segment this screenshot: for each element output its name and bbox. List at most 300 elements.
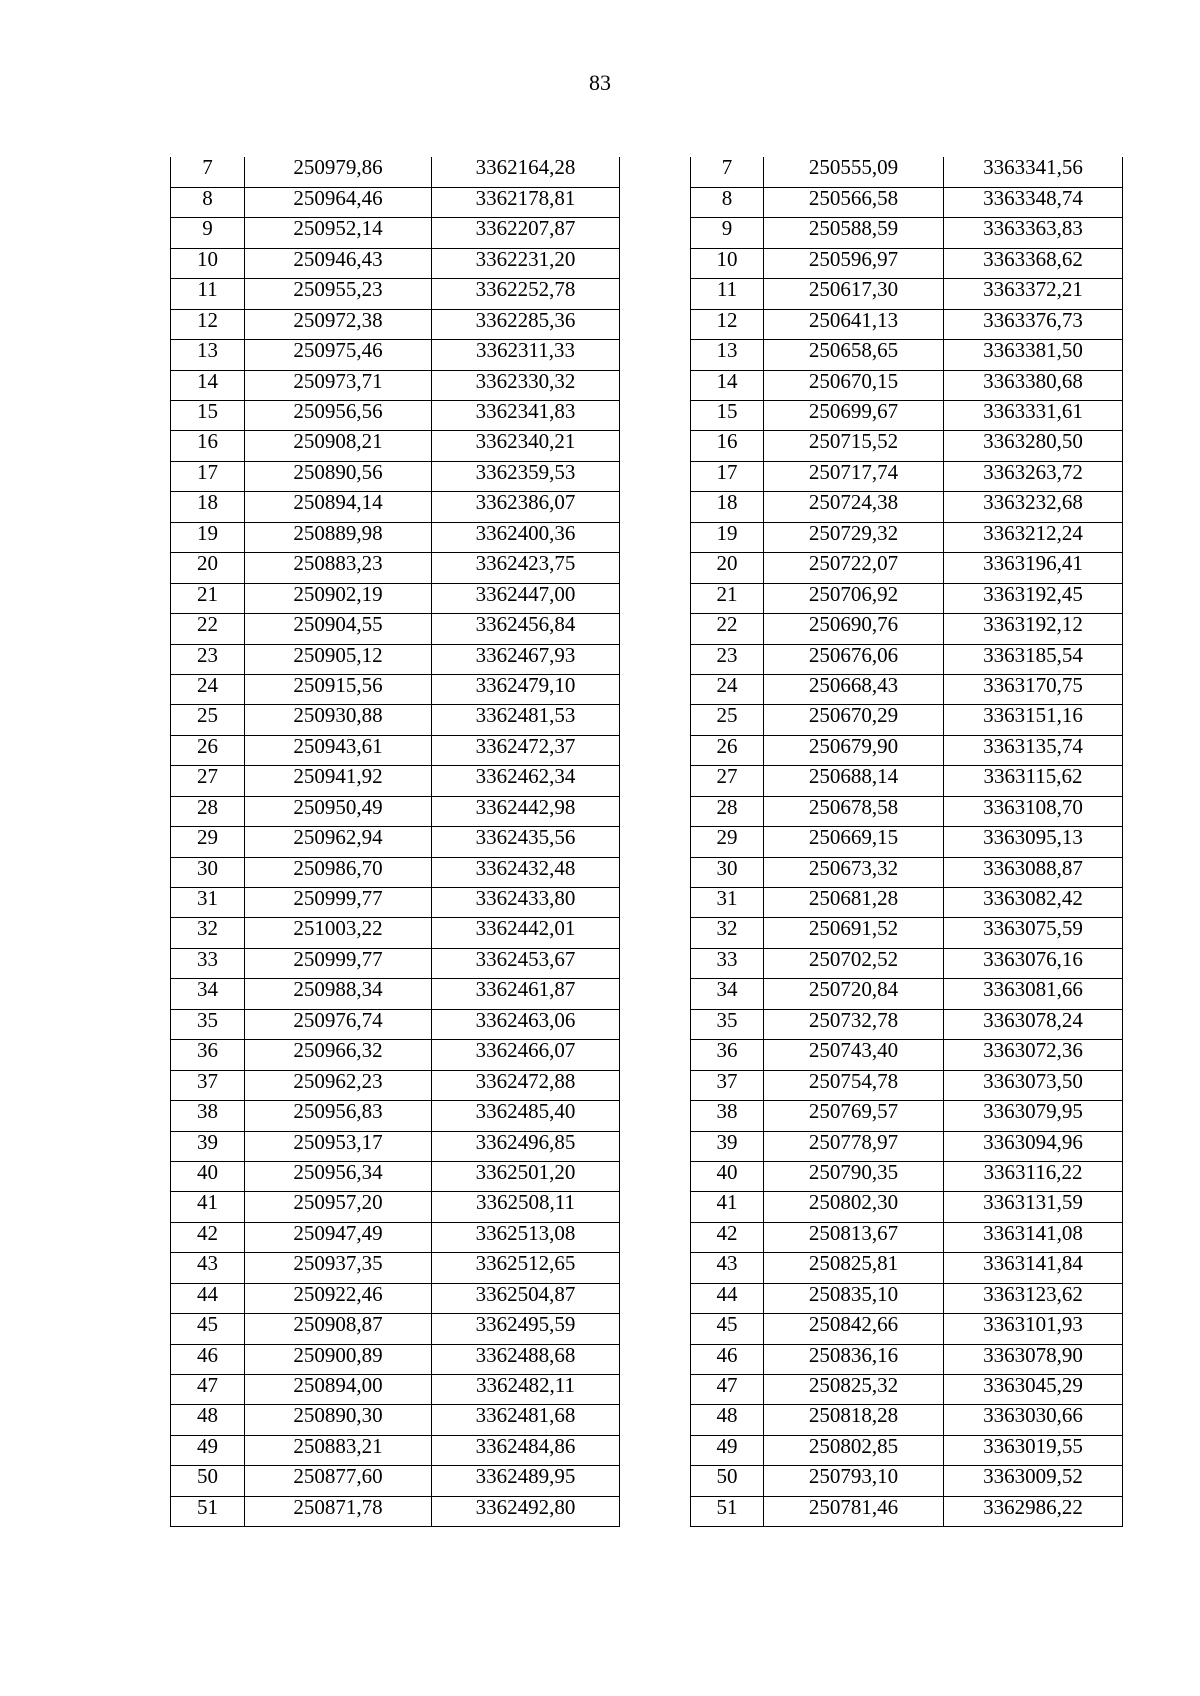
table-row <box>691 918 1123 948</box>
y-coordinate-cell: 3363030,66 <box>944 1405 1123 1435</box>
table-row <box>691 888 1123 918</box>
point-number-cell: 44 <box>171 1283 245 1313</box>
point-number-cell: 48 <box>691 1405 764 1435</box>
table-row <box>691 553 1123 583</box>
y-coordinate-cell: 3362340,21 <box>432 431 620 461</box>
point-number-cell: 46 <box>691 1344 764 1374</box>
y-coordinate-cell: 3362433,80 <box>432 888 620 918</box>
x-coordinate-cell: 250691,52 <box>764 918 944 948</box>
x-coordinate-cell: 250681,28 <box>764 888 944 918</box>
table-row <box>691 187 1123 217</box>
y-coordinate-cell: 3362467,93 <box>432 644 620 674</box>
point-number-cell: 49 <box>171 1435 245 1465</box>
point-number-cell: 25 <box>171 705 245 735</box>
x-coordinate-cell: 250953,17 <box>245 1131 432 1161</box>
table-row <box>171 1192 620 1222</box>
x-coordinate-cell: 250979,86 <box>245 157 432 187</box>
y-coordinate-cell: 3363348,74 <box>944 187 1123 217</box>
y-coordinate-cell: 3362341,83 <box>432 401 620 431</box>
table-row <box>171 827 620 857</box>
table-row <box>691 1283 1123 1313</box>
table-row <box>691 1070 1123 1100</box>
x-coordinate-cell: 250941,92 <box>245 766 432 796</box>
point-number-cell: 38 <box>691 1101 764 1131</box>
x-coordinate-cell: 250883,21 <box>245 1435 432 1465</box>
y-coordinate-cell: 3363081,66 <box>944 979 1123 1009</box>
coordinates-table-right-body <box>691 157 1123 1527</box>
point-number-cell: 26 <box>691 735 764 765</box>
x-coordinate-cell: 250894,14 <box>245 492 432 522</box>
table-row <box>691 1101 1123 1131</box>
x-coordinate-cell: 250957,20 <box>245 1192 432 1222</box>
point-number-cell: 8 <box>691 187 764 217</box>
x-coordinate-cell: 250717,74 <box>764 461 944 491</box>
y-coordinate-cell: 3363115,62 <box>944 766 1123 796</box>
x-coordinate-cell: 250955,23 <box>245 279 432 309</box>
point-number-cell: 28 <box>691 796 764 826</box>
y-coordinate-cell: 3362484,86 <box>432 1435 620 1465</box>
point-number-cell: 18 <box>691 492 764 522</box>
point-number-cell: 29 <box>691 827 764 857</box>
y-coordinate-cell: 3362252,78 <box>432 279 620 309</box>
point-number-cell: 29 <box>171 827 245 857</box>
table-row <box>691 1405 1123 1435</box>
y-coordinate-cell: 3363045,29 <box>944 1375 1123 1405</box>
x-coordinate-cell: 250976,74 <box>245 1009 432 1039</box>
x-coordinate-cell: 250975,46 <box>245 340 432 370</box>
table-row <box>691 431 1123 461</box>
x-coordinate-cell: 250673,32 <box>764 857 944 887</box>
table-row <box>691 1466 1123 1496</box>
x-coordinate-cell: 250679,90 <box>764 735 944 765</box>
y-coordinate-cell: 3363075,59 <box>944 918 1123 948</box>
table-row <box>171 979 620 1009</box>
point-number-cell: 40 <box>171 1161 245 1191</box>
x-coordinate-cell: 250986,70 <box>245 857 432 887</box>
table-row <box>691 1222 1123 1252</box>
point-number-cell: 10 <box>171 248 245 278</box>
page-number: 83 <box>589 70 611 95</box>
x-coordinate-cell: 250566,58 <box>764 187 944 217</box>
table-row <box>691 644 1123 674</box>
point-number-cell: 22 <box>691 614 764 644</box>
y-coordinate-cell: 3362492,80 <box>432 1496 620 1526</box>
y-coordinate-cell: 3363123,62 <box>944 1283 1123 1313</box>
point-number-cell: 42 <box>171 1222 245 1252</box>
table-row <box>171 796 620 826</box>
y-coordinate-cell: 3363076,16 <box>944 948 1123 978</box>
table-row <box>171 370 620 400</box>
x-coordinate-cell: 250905,12 <box>245 644 432 674</box>
y-coordinate-cell: 3362231,20 <box>432 248 620 278</box>
x-coordinate-cell: 250930,88 <box>245 705 432 735</box>
point-number-cell: 20 <box>691 553 764 583</box>
x-coordinate-cell: 250972,38 <box>245 309 432 339</box>
x-coordinate-cell: 250871,78 <box>245 1496 432 1526</box>
y-coordinate-cell: 3362485,40 <box>432 1101 620 1131</box>
x-coordinate-cell: 250706,92 <box>764 583 944 613</box>
point-number-cell: 32 <box>171 918 245 948</box>
table-row <box>171 1375 620 1405</box>
x-coordinate-cell: 250732,78 <box>764 1009 944 1039</box>
point-number-cell: 30 <box>691 857 764 887</box>
y-coordinate-cell: 3362504,87 <box>432 1283 620 1313</box>
table-row <box>171 431 620 461</box>
x-coordinate-cell: 250943,61 <box>245 735 432 765</box>
x-coordinate-cell: 251003,22 <box>245 918 432 948</box>
point-number-cell: 35 <box>171 1009 245 1039</box>
point-number-cell: 24 <box>691 674 764 704</box>
table-row <box>171 888 620 918</box>
x-coordinate-cell: 250836,16 <box>764 1344 944 1374</box>
table-row <box>171 644 620 674</box>
table-row <box>691 705 1123 735</box>
y-coordinate-cell: 3363263,72 <box>944 461 1123 491</box>
table-row <box>171 1070 620 1100</box>
y-coordinate-cell: 3363082,42 <box>944 888 1123 918</box>
x-coordinate-cell: 250668,43 <box>764 674 944 704</box>
point-number-cell: 23 <box>171 644 245 674</box>
x-coordinate-cell: 250778,97 <box>764 1131 944 1161</box>
x-coordinate-cell: 250956,83 <box>245 1101 432 1131</box>
table-row <box>171 674 620 704</box>
point-number-cell: 12 <box>691 309 764 339</box>
table-row <box>171 1466 620 1496</box>
table-row <box>691 401 1123 431</box>
point-number-cell: 24 <box>171 674 245 704</box>
point-number-cell: 32 <box>691 918 764 948</box>
table-row <box>691 1161 1123 1191</box>
point-number-cell: 36 <box>691 1040 764 1070</box>
y-coordinate-cell: 3363151,16 <box>944 705 1123 735</box>
table-row <box>691 827 1123 857</box>
table-row <box>171 1253 620 1283</box>
point-number-cell: 21 <box>691 583 764 613</box>
y-coordinate-cell: 3362481,53 <box>432 705 620 735</box>
table-row <box>171 553 620 583</box>
point-number-cell: 20 <box>171 553 245 583</box>
x-coordinate-cell: 250922,46 <box>245 1283 432 1313</box>
x-coordinate-cell: 250769,57 <box>764 1101 944 1131</box>
table-row <box>171 340 620 370</box>
y-coordinate-cell: 3362453,67 <box>432 948 620 978</box>
x-coordinate-cell: 250678,58 <box>764 796 944 826</box>
table-row <box>171 857 620 887</box>
table-row <box>171 522 620 552</box>
x-coordinate-cell: 250877,60 <box>245 1466 432 1496</box>
x-coordinate-cell: 250889,98 <box>245 522 432 552</box>
table-row <box>691 218 1123 248</box>
table-row <box>171 1131 620 1161</box>
y-coordinate-cell: 3362463,06 <box>432 1009 620 1039</box>
point-number-cell: 50 <box>691 1466 764 1496</box>
table-row <box>691 157 1123 187</box>
point-number-cell: 9 <box>691 218 764 248</box>
table-row <box>691 948 1123 978</box>
x-coordinate-cell: 250688,14 <box>764 766 944 796</box>
point-number-cell: 33 <box>171 948 245 978</box>
table-row <box>171 948 620 978</box>
table-row <box>171 492 620 522</box>
x-coordinate-cell: 250956,34 <box>245 1161 432 1191</box>
y-coordinate-cell: 3363019,55 <box>944 1435 1123 1465</box>
y-coordinate-cell: 3362472,88 <box>432 1070 620 1100</box>
point-number-cell: 19 <box>171 522 245 552</box>
point-number-cell: 8 <box>171 187 245 217</box>
point-number-cell: 41 <box>691 1192 764 1222</box>
table-row <box>691 1253 1123 1283</box>
x-coordinate-cell: 250842,66 <box>764 1314 944 1344</box>
y-coordinate-cell: 3363073,50 <box>944 1070 1123 1100</box>
x-coordinate-cell: 250676,06 <box>764 644 944 674</box>
point-number-cell: 22 <box>171 614 245 644</box>
x-coordinate-cell: 250900,89 <box>245 1344 432 1374</box>
point-number-cell: 28 <box>171 796 245 826</box>
x-coordinate-cell: 250781,46 <box>764 1496 944 1526</box>
y-coordinate-cell: 3362285,36 <box>432 309 620 339</box>
table-row <box>171 461 620 491</box>
y-coordinate-cell: 3362513,08 <box>432 1222 620 1252</box>
point-number-cell: 7 <box>691 157 764 187</box>
y-coordinate-cell: 3362512,65 <box>432 1253 620 1283</box>
point-number-cell: 11 <box>691 279 764 309</box>
y-coordinate-cell: 3363185,54 <box>944 644 1123 674</box>
y-coordinate-cell: 3362442,98 <box>432 796 620 826</box>
y-coordinate-cell: 3362462,34 <box>432 766 620 796</box>
x-coordinate-cell: 250894,00 <box>245 1375 432 1405</box>
point-number-cell: 14 <box>691 370 764 400</box>
table-row <box>691 1009 1123 1039</box>
y-coordinate-cell: 3363196,41 <box>944 553 1123 583</box>
y-coordinate-cell: 3363381,50 <box>944 340 1123 370</box>
y-coordinate-cell: 3362400,36 <box>432 522 620 552</box>
y-coordinate-cell: 3363372,21 <box>944 279 1123 309</box>
table-row <box>691 735 1123 765</box>
y-coordinate-cell: 3363170,75 <box>944 674 1123 704</box>
point-number-cell: 31 <box>691 888 764 918</box>
y-coordinate-cell: 3362986,22 <box>944 1496 1123 1526</box>
point-number-cell: 17 <box>171 461 245 491</box>
x-coordinate-cell: 250904,55 <box>245 614 432 644</box>
y-coordinate-cell: 3363131,59 <box>944 1192 1123 1222</box>
point-number-cell: 10 <box>691 248 764 278</box>
table-row <box>691 1344 1123 1374</box>
point-number-cell: 50 <box>171 1466 245 1496</box>
table-row <box>691 1040 1123 1070</box>
x-coordinate-cell: 250813,67 <box>764 1222 944 1252</box>
x-coordinate-cell: 250825,81 <box>764 1253 944 1283</box>
point-number-cell: 19 <box>691 522 764 552</box>
y-coordinate-cell: 3363192,12 <box>944 614 1123 644</box>
y-coordinate-cell: 3363232,68 <box>944 492 1123 522</box>
point-number-cell: 51 <box>691 1496 764 1526</box>
x-coordinate-cell: 250724,38 <box>764 492 944 522</box>
point-number-cell: 45 <box>691 1314 764 1344</box>
y-coordinate-cell: 3363380,68 <box>944 370 1123 400</box>
x-coordinate-cell: 250669,15 <box>764 827 944 857</box>
y-coordinate-cell: 3363212,24 <box>944 522 1123 552</box>
coordinates-table-left <box>170 157 620 1527</box>
y-coordinate-cell: 3362359,53 <box>432 461 620 491</box>
x-coordinate-cell: 250908,21 <box>245 431 432 461</box>
y-coordinate-cell: 3362330,32 <box>432 370 620 400</box>
x-coordinate-cell: 250617,30 <box>764 279 944 309</box>
y-coordinate-cell: 3362432,48 <box>432 857 620 887</box>
table-row <box>691 1496 1123 1526</box>
y-coordinate-cell: 3363116,22 <box>944 1161 1123 1191</box>
point-number-cell: 41 <box>171 1192 245 1222</box>
point-number-cell: 14 <box>171 370 245 400</box>
y-coordinate-cell: 3363108,70 <box>944 796 1123 826</box>
table-row <box>171 705 620 735</box>
y-coordinate-cell: 3362479,10 <box>432 674 620 704</box>
x-coordinate-cell: 250641,13 <box>764 309 944 339</box>
table-row <box>171 218 620 248</box>
point-number-cell: 39 <box>171 1131 245 1161</box>
x-coordinate-cell: 250670,15 <box>764 370 944 400</box>
x-coordinate-cell: 250890,56 <box>245 461 432 491</box>
y-coordinate-cell: 3362207,87 <box>432 218 620 248</box>
x-coordinate-cell: 250670,29 <box>764 705 944 735</box>
table-row <box>691 522 1123 552</box>
point-number-cell: 23 <box>691 644 764 674</box>
y-coordinate-cell: 3363341,56 <box>944 157 1123 187</box>
x-coordinate-cell: 250946,43 <box>245 248 432 278</box>
table-row <box>171 401 620 431</box>
table-row <box>171 1222 620 1252</box>
x-coordinate-cell: 250950,49 <box>245 796 432 826</box>
y-coordinate-cell: 3363079,95 <box>944 1101 1123 1131</box>
x-coordinate-cell: 250883,23 <box>245 553 432 583</box>
table-row <box>171 187 620 217</box>
y-coordinate-cell: 3362456,84 <box>432 614 620 644</box>
x-coordinate-cell: 250790,35 <box>764 1161 944 1191</box>
table-row <box>691 309 1123 339</box>
table-row <box>691 492 1123 522</box>
point-number-cell: 13 <box>171 340 245 370</box>
point-number-cell: 17 <box>691 461 764 491</box>
table-row <box>691 461 1123 491</box>
table-row <box>691 583 1123 613</box>
x-coordinate-cell: 250793,10 <box>764 1466 944 1496</box>
y-coordinate-cell: 3363280,50 <box>944 431 1123 461</box>
x-coordinate-cell: 250902,19 <box>245 583 432 613</box>
y-coordinate-cell: 3363192,45 <box>944 583 1123 613</box>
table-row <box>691 1435 1123 1465</box>
x-coordinate-cell: 250658,65 <box>764 340 944 370</box>
x-coordinate-cell: 250966,32 <box>245 1040 432 1070</box>
table-row <box>171 1040 620 1070</box>
x-coordinate-cell: 250555,09 <box>764 157 944 187</box>
point-number-cell: 37 <box>691 1070 764 1100</box>
point-number-cell: 33 <box>691 948 764 978</box>
point-number-cell: 26 <box>171 735 245 765</box>
point-number-cell: 31 <box>171 888 245 918</box>
table-row <box>691 340 1123 370</box>
table-row <box>171 1496 620 1526</box>
table-row <box>171 766 620 796</box>
point-number-cell: 36 <box>171 1040 245 1070</box>
x-coordinate-cell: 250702,52 <box>764 948 944 978</box>
point-number-cell: 27 <box>691 766 764 796</box>
y-coordinate-cell: 3363141,84 <box>944 1253 1123 1283</box>
x-coordinate-cell: 250915,56 <box>245 674 432 704</box>
x-coordinate-cell: 250818,28 <box>764 1405 944 1435</box>
x-coordinate-cell: 250999,77 <box>245 948 432 978</box>
x-coordinate-cell: 250908,87 <box>245 1314 432 1344</box>
x-coordinate-cell: 250699,67 <box>764 401 944 431</box>
point-number-cell: 16 <box>691 431 764 461</box>
y-coordinate-cell: 3363094,96 <box>944 1131 1123 1161</box>
y-coordinate-cell: 3362508,11 <box>432 1192 620 1222</box>
x-coordinate-cell: 250802,85 <box>764 1435 944 1465</box>
table-row <box>171 1314 620 1344</box>
y-coordinate-cell: 3362466,07 <box>432 1040 620 1070</box>
y-coordinate-cell: 3362164,28 <box>432 157 620 187</box>
y-coordinate-cell: 3363088,87 <box>944 857 1123 887</box>
point-number-cell: 45 <box>171 1314 245 1344</box>
table-row <box>171 918 620 948</box>
y-coordinate-cell: 3362447,00 <box>432 583 620 613</box>
table-row <box>171 1101 620 1131</box>
x-coordinate-cell: 250754,78 <box>764 1070 944 1100</box>
x-coordinate-cell: 250729,32 <box>764 522 944 552</box>
table-row <box>691 248 1123 278</box>
y-coordinate-cell: 3363368,62 <box>944 248 1123 278</box>
table-row <box>171 248 620 278</box>
y-coordinate-cell: 3363135,74 <box>944 735 1123 765</box>
point-number-cell: 25 <box>691 705 764 735</box>
x-coordinate-cell: 250715,52 <box>764 431 944 461</box>
x-coordinate-cell: 250952,14 <box>245 218 432 248</box>
point-number-cell: 11 <box>171 279 245 309</box>
y-coordinate-cell: 3363331,61 <box>944 401 1123 431</box>
point-number-cell: 18 <box>171 492 245 522</box>
point-number-cell: 40 <box>691 1161 764 1191</box>
coordinates-table-left-body <box>171 157 620 1527</box>
table-row <box>171 735 620 765</box>
table-row <box>171 1283 620 1313</box>
table-row <box>691 1314 1123 1344</box>
y-coordinate-cell: 3363078,24 <box>944 1009 1123 1039</box>
table-row <box>171 1344 620 1374</box>
table-row <box>171 1435 620 1465</box>
y-coordinate-cell: 3362311,33 <box>432 340 620 370</box>
point-number-cell: 39 <box>691 1131 764 1161</box>
point-number-cell: 51 <box>171 1496 245 1526</box>
y-coordinate-cell: 3362435,56 <box>432 827 620 857</box>
point-number-cell: 37 <box>171 1070 245 1100</box>
x-coordinate-cell: 250962,94 <box>245 827 432 857</box>
point-number-cell: 34 <box>691 979 764 1009</box>
table-row <box>171 309 620 339</box>
x-coordinate-cell: 250743,40 <box>764 1040 944 1070</box>
x-coordinate-cell: 250947,49 <box>245 1222 432 1252</box>
point-number-cell: 12 <box>171 309 245 339</box>
x-coordinate-cell: 250999,77 <box>245 888 432 918</box>
point-number-cell: 49 <box>691 1435 764 1465</box>
table-row <box>691 857 1123 887</box>
x-coordinate-cell: 250825,32 <box>764 1375 944 1405</box>
y-coordinate-cell: 3362423,75 <box>432 553 620 583</box>
table-row <box>691 979 1123 1009</box>
table-row <box>171 157 620 187</box>
x-coordinate-cell: 250890,30 <box>245 1405 432 1435</box>
x-coordinate-cell: 250962,23 <box>245 1070 432 1100</box>
table-row <box>171 614 620 644</box>
y-coordinate-cell: 3362472,37 <box>432 735 620 765</box>
x-coordinate-cell: 250835,10 <box>764 1283 944 1313</box>
